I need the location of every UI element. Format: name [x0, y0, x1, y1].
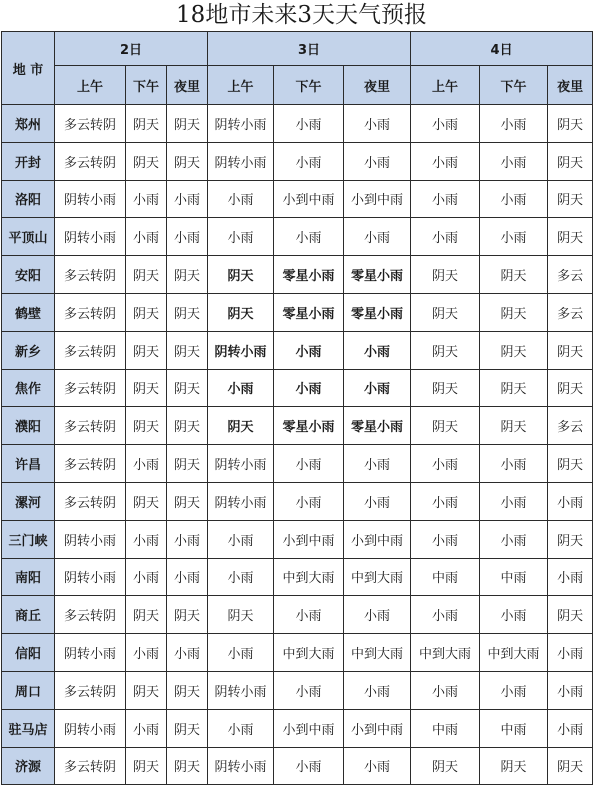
weather-cell: 小雨 — [344, 482, 411, 520]
weather-cell: 阴天 — [126, 407, 167, 445]
weather-cell: 小雨 — [344, 445, 411, 483]
weather-cell: 小雨 — [274, 596, 344, 634]
forecast-table — [1, 31, 593, 785]
city-name-cell: 漯河 — [2, 482, 55, 520]
table-row — [2, 482, 593, 520]
weather-cell: 小到中雨 — [344, 180, 411, 218]
period-header: 下午 — [480, 66, 548, 105]
city-name-cell: 郑州 — [2, 105, 55, 143]
weather-cell: 小雨 — [274, 218, 344, 256]
header-row-periods — [2, 66, 593, 105]
weather-cell: 多云转阴 — [55, 596, 126, 634]
city-name-cell: 焦作 — [2, 369, 55, 407]
weather-cell: 阴天 — [167, 105, 208, 143]
weather-cell: 阴天 — [548, 142, 593, 180]
weather-cell: 阴天 — [480, 407, 548, 445]
day-header: 2日 — [55, 32, 208, 66]
weather-cell: 阴转小雨 — [208, 671, 274, 709]
day-header: 3日 — [208, 32, 411, 66]
weather-cell: 阴天 — [548, 180, 593, 218]
table-row — [2, 709, 593, 747]
weather-cell: 阴天 — [548, 105, 593, 143]
day-header: 4日 — [411, 32, 593, 66]
weather-cell: 阴转小雨 — [208, 445, 274, 483]
weather-cell: 阴天 — [167, 293, 208, 331]
header-row-days — [2, 32, 593, 66]
city-name-cell: 濮阳 — [2, 407, 55, 445]
weather-cell: 零星小雨 — [344, 407, 411, 445]
weather-cell: 阴天 — [480, 331, 548, 369]
weather-cell: 小雨 — [480, 596, 548, 634]
city-name-cell: 开封 — [2, 142, 55, 180]
weather-cell: 中到大雨 — [344, 558, 411, 596]
weather-cell: 小雨 — [274, 142, 344, 180]
weather-cell: 小雨 — [480, 482, 548, 520]
weather-cell: 小雨 — [126, 180, 167, 218]
weather-cell: 阴天 — [208, 293, 274, 331]
weather-cell: 阴天 — [548, 445, 593, 483]
weather-cell: 小雨 — [208, 520, 274, 558]
weather-cell: 阴天 — [126, 256, 167, 294]
city-name-cell: 三门峡 — [2, 520, 55, 558]
table-row — [2, 293, 593, 331]
weather-cell: 中到大雨 — [480, 634, 548, 672]
weather-cell: 中到大雨 — [411, 634, 480, 672]
city-name-cell: 安阳 — [2, 256, 55, 294]
weather-cell: 阴转小雨 — [208, 105, 274, 143]
weather-cell: 阴天 — [548, 747, 593, 785]
table-row — [2, 331, 593, 369]
weather-cell: 阴天 — [167, 671, 208, 709]
weather-cell: 阴转小雨 — [55, 634, 126, 672]
weather-cell: 多云转阴 — [55, 671, 126, 709]
weather-cell: 小雨 — [480, 445, 548, 483]
weather-cell: 阴天 — [480, 256, 548, 294]
weather-cell: 小雨 — [274, 445, 344, 483]
weather-cell: 阴天 — [548, 331, 593, 369]
weather-cell: 阴天 — [167, 445, 208, 483]
table-row — [2, 596, 593, 634]
period-header: 夜里 — [344, 66, 411, 105]
weather-cell: 阴天 — [411, 747, 480, 785]
period-header: 下午 — [274, 66, 344, 105]
table-row — [2, 747, 593, 785]
weather-cell: 阴天 — [548, 520, 593, 558]
city-name-cell: 驻马店 — [2, 709, 55, 747]
weather-cell: 阴天 — [208, 256, 274, 294]
period-header: 上午 — [55, 66, 126, 105]
weather-cell: 小雨 — [167, 218, 208, 256]
weather-cell: 小到中雨 — [344, 709, 411, 747]
weather-cell: 小雨 — [344, 142, 411, 180]
forecast-body — [2, 105, 593, 785]
weather-cell: 阴天 — [208, 407, 274, 445]
weather-cell: 阴转小雨 — [208, 747, 274, 785]
weather-cell: 小雨 — [126, 218, 167, 256]
table-row — [2, 558, 593, 596]
weather-cell: 小雨 — [274, 105, 344, 143]
weather-cell: 阴转小雨 — [55, 558, 126, 596]
city-name-cell: 平顶山 — [2, 218, 55, 256]
city-name-cell: 洛阳 — [2, 180, 55, 218]
weather-cell: 阴天 — [126, 369, 167, 407]
weather-cell: 小雨 — [208, 218, 274, 256]
weather-cell: 阴天 — [411, 293, 480, 331]
weather-cell: 小雨 — [411, 105, 480, 143]
weather-cell: 阴天 — [167, 142, 208, 180]
weather-cell: 阴天 — [480, 293, 548, 331]
table-row — [2, 407, 593, 445]
weather-cell: 多云转阴 — [55, 445, 126, 483]
weather-cell: 小雨 — [411, 596, 480, 634]
weather-cell: 多云转阴 — [55, 482, 126, 520]
weather-cell: 多云 — [548, 256, 593, 294]
weather-cell: 零星小雨 — [274, 256, 344, 294]
city-name-cell: 新乡 — [2, 331, 55, 369]
weather-cell: 阴天 — [411, 331, 480, 369]
weather-cell: 零星小雨 — [344, 293, 411, 331]
weather-cell: 小雨 — [126, 445, 167, 483]
weather-cell: 小雨 — [126, 558, 167, 596]
weather-cell: 中雨 — [411, 709, 480, 747]
city-column-header: 地 市 — [2, 32, 55, 105]
weather-cell: 中雨 — [480, 558, 548, 596]
weather-cell: 阴转小雨 — [55, 180, 126, 218]
weather-cell: 小雨 — [480, 520, 548, 558]
weather-cell: 中到大雨 — [344, 634, 411, 672]
weather-cell: 小雨 — [411, 218, 480, 256]
weather-cell: 阴天 — [167, 747, 208, 785]
weather-cell: 阴天 — [480, 747, 548, 785]
weather-cell: 阴天 — [167, 256, 208, 294]
weather-cell: 阴天 — [126, 596, 167, 634]
weather-cell: 阴天 — [126, 747, 167, 785]
weather-cell: 多云 — [548, 293, 593, 331]
weather-cell: 阴转小雨 — [55, 218, 126, 256]
city-name-cell: 鹤壁 — [2, 293, 55, 331]
weather-cell: 阴天 — [167, 331, 208, 369]
weather-cell: 中雨 — [411, 558, 480, 596]
weather-cell: 小雨 — [126, 634, 167, 672]
table-row — [2, 369, 593, 407]
city-name-cell: 信阳 — [2, 634, 55, 672]
weather-cell: 阴转小雨 — [208, 142, 274, 180]
table-row — [2, 520, 593, 558]
weather-cell: 阴天 — [126, 331, 167, 369]
weather-cell: 小到中雨 — [274, 709, 344, 747]
weather-cell: 多云转阴 — [55, 142, 126, 180]
table-row — [2, 142, 593, 180]
weather-cell: 小雨 — [208, 634, 274, 672]
weather-cell: 小雨 — [274, 482, 344, 520]
weather-cell: 小雨 — [274, 747, 344, 785]
weather-cell: 阴转小雨 — [208, 482, 274, 520]
weather-cell: 小雨 — [167, 520, 208, 558]
weather-cell: 阴天 — [167, 709, 208, 747]
table-row — [2, 256, 593, 294]
weather-cell: 中到大雨 — [274, 558, 344, 596]
weather-cell: 阴天 — [167, 482, 208, 520]
weather-cell: 小雨 — [480, 142, 548, 180]
weather-cell: 阴天 — [126, 105, 167, 143]
weather-cell: 阴天 — [411, 256, 480, 294]
weather-cell: 小雨 — [480, 218, 548, 256]
weather-cell: 小雨 — [208, 180, 274, 218]
weather-cell: 阴天 — [548, 369, 593, 407]
weather-cell: 小雨 — [167, 634, 208, 672]
weather-cell: 小雨 — [208, 369, 274, 407]
period-header: 夜里 — [167, 66, 208, 105]
city-name-cell: 周口 — [2, 671, 55, 709]
weather-cell: 多云转阴 — [55, 331, 126, 369]
weather-cell: 阴天 — [126, 482, 167, 520]
weather-cell: 阴转小雨 — [55, 520, 126, 558]
table-row — [2, 445, 593, 483]
weather-cell: 零星小雨 — [274, 407, 344, 445]
weather-cell: 多云转阴 — [55, 256, 126, 294]
city-name-cell: 南阳 — [2, 558, 55, 596]
weather-cell: 小雨 — [480, 180, 548, 218]
weather-cell: 小雨 — [411, 180, 480, 218]
weather-cell: 小雨 — [167, 558, 208, 596]
weather-cell: 阴天 — [411, 407, 480, 445]
weather-cell: 阴天 — [480, 369, 548, 407]
weather-cell: 小雨 — [548, 482, 593, 520]
city-name-cell: 济源 — [2, 747, 55, 785]
weather-cell: 零星小雨 — [274, 293, 344, 331]
weather-cell: 阴天 — [126, 671, 167, 709]
weather-cell: 小雨 — [208, 558, 274, 596]
weather-cell: 小雨 — [274, 369, 344, 407]
weather-cell: 小雨 — [126, 709, 167, 747]
weather-cell: 中雨 — [480, 709, 548, 747]
weather-cell: 小雨 — [344, 671, 411, 709]
city-name-cell: 许昌 — [2, 445, 55, 483]
table-row — [2, 105, 593, 143]
weather-cell: 阴天 — [167, 369, 208, 407]
weather-cell: 小雨 — [208, 709, 274, 747]
weather-cell: 多云转阴 — [55, 407, 126, 445]
weather-cell: 小雨 — [548, 634, 593, 672]
weather-cell: 小雨 — [411, 520, 480, 558]
weather-cell: 阴天 — [126, 142, 167, 180]
weather-cell: 多云转阴 — [55, 369, 126, 407]
weather-cell: 小到中雨 — [274, 520, 344, 558]
weather-cell: 阴天 — [411, 369, 480, 407]
weather-cell: 小雨 — [126, 520, 167, 558]
weather-cell: 阴天 — [208, 596, 274, 634]
weather-cell: 阴天 — [167, 596, 208, 634]
table-row — [2, 671, 593, 709]
weather-cell: 小雨 — [274, 331, 344, 369]
weather-cell: 阴转小雨 — [55, 709, 126, 747]
weather-cell: 小到中雨 — [344, 520, 411, 558]
weather-cell: 中到大雨 — [274, 634, 344, 672]
weather-cell: 多云转阴 — [55, 293, 126, 331]
weather-cell: 小雨 — [344, 331, 411, 369]
weather-cell: 阴天 — [167, 407, 208, 445]
weather-cell: 小雨 — [411, 482, 480, 520]
weather-cell: 阴天 — [126, 293, 167, 331]
weather-cell: 小雨 — [344, 747, 411, 785]
page-title: 18地市未来3天天气预报 — [176, 2, 427, 28]
weather-cell: 小雨 — [548, 558, 593, 596]
weather-cell: 小雨 — [344, 105, 411, 143]
weather-cell: 小雨 — [167, 180, 208, 218]
weather-cell: 小雨 — [548, 671, 593, 709]
weather-cell: 多云 — [548, 407, 593, 445]
table-row — [2, 634, 593, 672]
weather-cell: 小雨 — [411, 671, 480, 709]
weather-cell: 小雨 — [548, 709, 593, 747]
weather-cell: 阴转小雨 — [208, 331, 274, 369]
weather-cell: 小雨 — [411, 445, 480, 483]
weather-cell: 小雨 — [344, 218, 411, 256]
table-row — [2, 218, 593, 256]
weather-cell: 零星小雨 — [344, 256, 411, 294]
weather-cell: 小雨 — [344, 596, 411, 634]
weather-cell: 小雨 — [344, 369, 411, 407]
weather-cell: 阴天 — [548, 218, 593, 256]
period-header: 上午 — [208, 66, 274, 105]
city-name-cell: 商丘 — [2, 596, 55, 634]
weather-cell: 小雨 — [274, 671, 344, 709]
weather-cell: 多云转阴 — [55, 747, 126, 785]
weather-cell: 阴天 — [548, 596, 593, 634]
table-row — [2, 180, 593, 218]
weather-cell: 小雨 — [480, 671, 548, 709]
weather-cell: 多云转阴 — [55, 105, 126, 143]
period-header: 上午 — [411, 66, 480, 105]
weather-cell: 小雨 — [411, 142, 480, 180]
period-header: 夜里 — [548, 66, 593, 105]
period-header: 下午 — [126, 66, 167, 105]
weather-cell: 小雨 — [480, 105, 548, 143]
weather-cell: 小到中雨 — [274, 180, 344, 218]
